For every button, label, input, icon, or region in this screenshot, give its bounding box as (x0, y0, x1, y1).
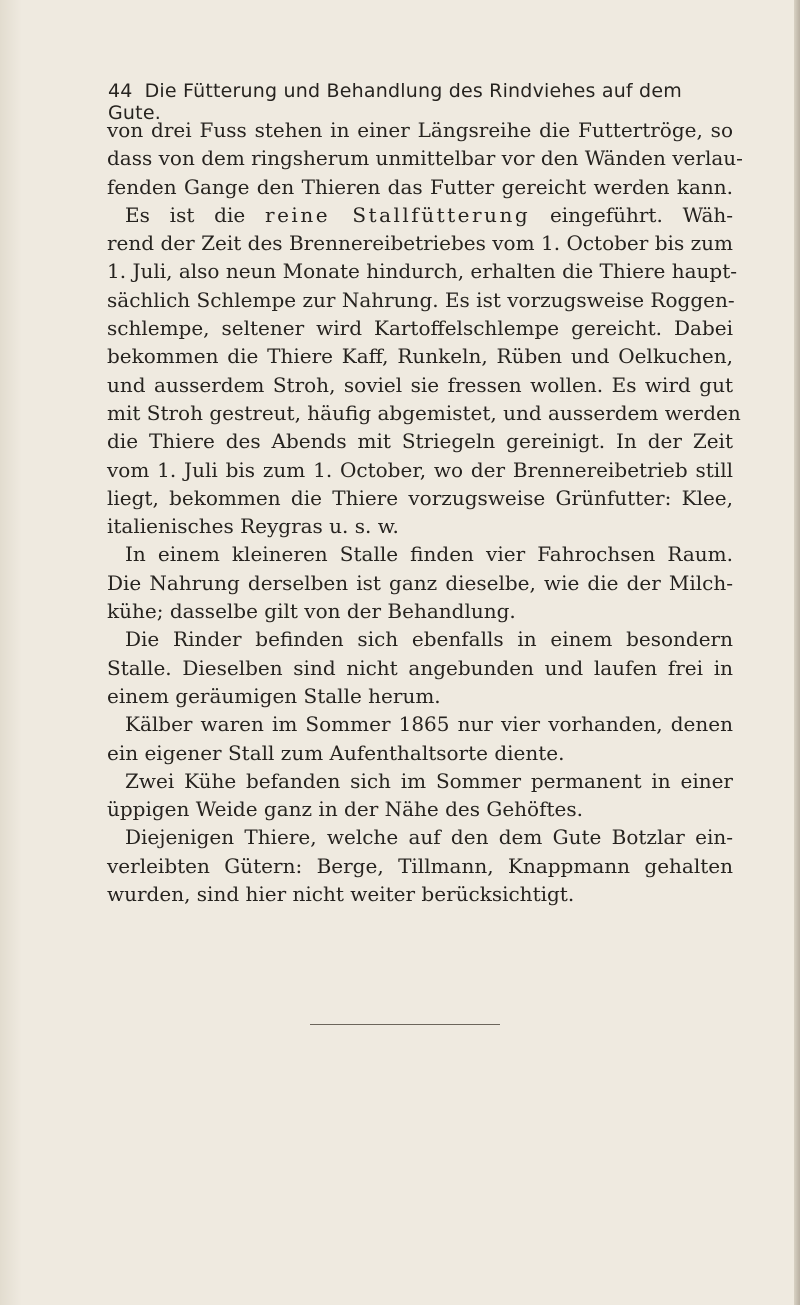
text-line: 1. Juli, also neun Monate hindurch, erhalten die Thiere haupt- (107, 259, 738, 284)
body-text (107, 116, 743, 908)
page-edge-shadow (794, 0, 800, 1305)
text-line: Zwei Kühe befanden sich im Sommer permanent in einer (125, 768, 733, 793)
text-line: italienisches Reygras u. s. w. (107, 514, 399, 539)
text-line: kühe; dasselbe gilt von der Behandlung. (107, 599, 516, 624)
text-line: einem geräumigen Stalle herum. (107, 683, 441, 708)
text-line: fenden Gange den Thieren das Futter gereicht werden kann. (107, 174, 733, 199)
text-line: Kälber waren im Sommer 1865 nur vier vorhanden, denen (125, 712, 733, 737)
text-line: die Thiere des Abends mit Striegeln gereinigt. In der Zeit (107, 429, 733, 454)
text-line (107, 201, 733, 229)
text-line: bekommen die Thiere Kaff, Runkeln, Rüben und Oelkuchen, (107, 344, 733, 369)
text-line: sächlich Schlempe zur Nahrung. Es ist vorzugsweise Roggen- (107, 287, 735, 312)
text-line: dass von dem ringsherum unmittelbar vor den Wänden verlau- (107, 146, 743, 171)
page-gutter-shadow (0, 0, 22, 1305)
running-title: Die Fütterung und Behandlung des Rindviehes auf dem Gute. (108, 80, 682, 124)
text-segment: eingeführt. Wäh- (549, 202, 733, 227)
text-line: schlempe, seltener wird Kartoffelschlempe gereicht. Dabei (107, 316, 733, 341)
text-line: Stalle. Dieselben sind nicht angebunden und laufen frei in (107, 655, 733, 680)
emphasized-term: reine Stallfütterung (265, 202, 531, 227)
text-line: Die Nahrung derselben ist ganz dieselbe, wie die der Milch- (107, 570, 733, 595)
text-line: ein eigener Stall zum Aufenthaltsorte diente. (107, 740, 565, 765)
text-line: vom 1. Juli bis zum 1. October, wo der Brennereibetrieb still (107, 457, 733, 482)
section-rule (310, 1024, 500, 1025)
text-line: In einem kleineren Stalle finden vier Fahrochsen Raum. (125, 542, 733, 567)
text-line: und ausserdem Stroh, soviel sie fressen wollen. Es wird gut (107, 372, 733, 397)
text-line: üppigen Weide ganz in der Nähe des Gehöftes. (107, 797, 583, 822)
text-segment: Es ist die (125, 202, 246, 227)
page-number: 44 (108, 80, 133, 102)
text-line: verleibten Gütern: Berge, Tillmann, Knappmann gehalten (107, 853, 733, 878)
text-line: Diejenigen Thiere, welche auf den dem Gute Botzlar ein- (125, 825, 733, 850)
text-line: von drei Fuss stehen in einer Längsreihe die Futtertröge, so (107, 118, 733, 142)
text-line: liegt, bekommen die Thiere vorzugsweise Grünfutter: Klee, (107, 485, 733, 510)
text-line: Die Rinder befinden sich ebenfalls in einem besondern (125, 627, 733, 652)
text-line: rend der Zeit des Brennereibetriebes vom 1. October bis zum (107, 231, 733, 256)
text-line: wurden, sind hier nicht weiter berücksichtigt. (107, 882, 575, 907)
text-line: mit Stroh gestreut, häufig abgemistet, und ausserdem werden (107, 400, 741, 425)
